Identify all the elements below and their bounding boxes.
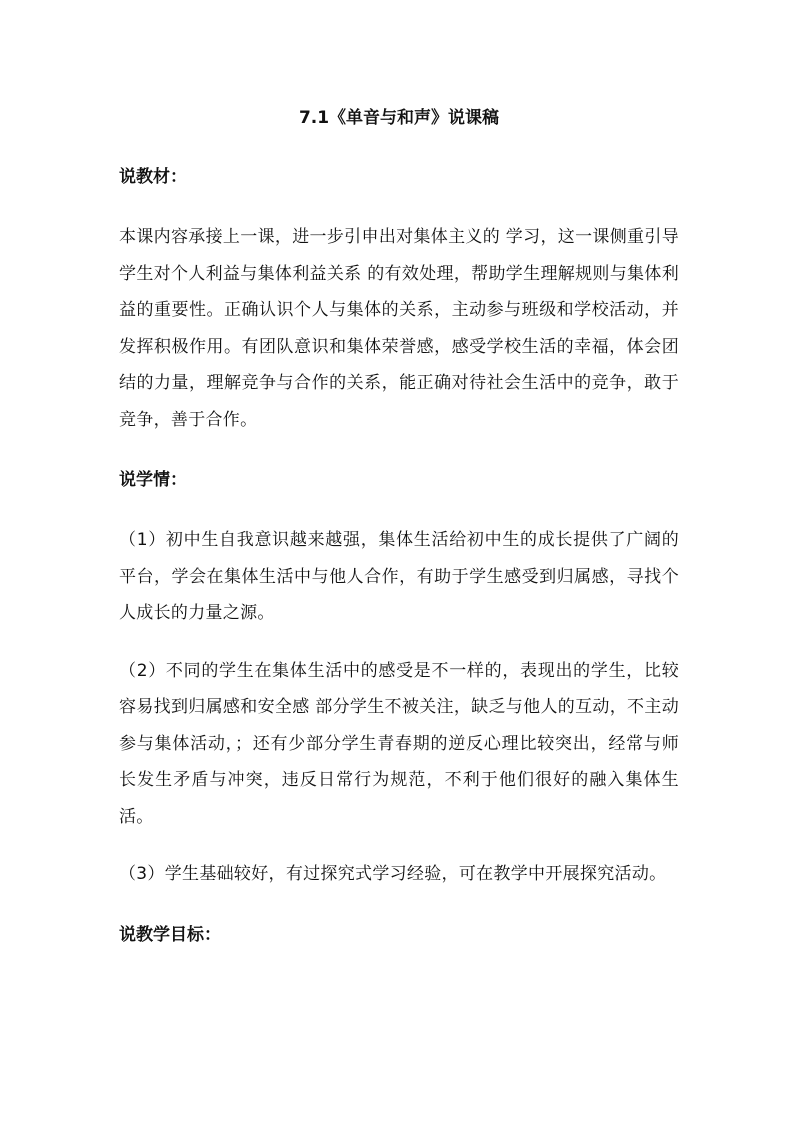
document-title: 7.1《单音与和声》说课稿 — [298, 108, 500, 128]
document-content — [119, 104, 679, 949]
section-heading-textbook: 说教材： — [119, 167, 187, 187]
paragraph-students-3: （3）学生基础较好，有过探究式学习经验，可在教学中开展探究活动。 — [119, 864, 667, 884]
paragraph-students-1: （1）初中生自我意识越来越强，集体生活给初中生的成长提供了广阔的平台，学会在集体生活中与他人合作，有助于学生感受到归属感，寻找个人成长的力量之源。 — [119, 530, 679, 623]
paragraph-students-2: （2）不同的学生在集体生活中的感受是不一样的，表现出的学生，比较容易找到归属感和安全感 部分学生不被关注，缺乏与他人的互动，不主动参与集体活动，；还有少部分学生青春期的逆反心理比较突出，经常与师长发生矛盾与冲突，违反日常行为规范，不利于他们很好的融入集体生活。 — [119, 660, 679, 827]
section-heading-objectives: 说教学目标： — [119, 924, 221, 945]
section-heading-students: 说学情： — [119, 470, 187, 490]
paragraph-textbook: 本课内容承接上一课，进一步引申出对集体主义的 学习，这一课侧重引导学生对个人利益与集体利益关系 的有效处理，帮助学生理解规则与集体利益的重要性。正确认识个人与集体的关系，主动参与班级和学校活动，并发挥积极作用。有团队意识和集体荣誉感，感受学校生活的幸福，体会团结的力量，理解竞争与合作的关系，能正确对待社会生活中的竞争，敢于竞争，善于合作。 — [119, 227, 679, 430]
